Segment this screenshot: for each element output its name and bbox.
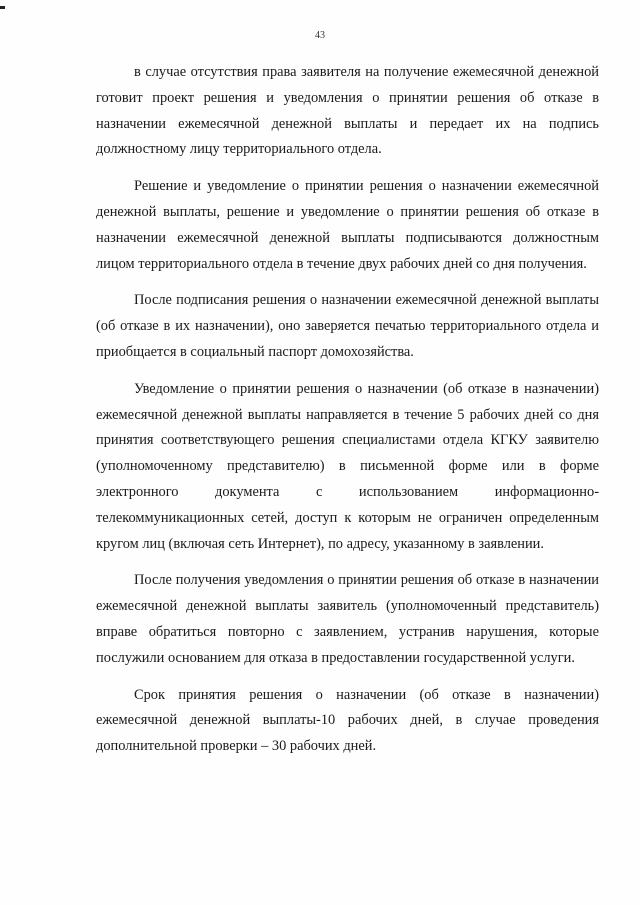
paragraph-seal-certification: После подписания решения о назначении ежемесячной денежной выплаты (об отказе в их назначении), оно заверяется печатью территориального отдела и приобщается в социальный паспорт домохозяйства.	[96, 292, 599, 360]
paragraph-refusal-draft: в случае отсутствия права заявителя на получение ежемесячной денежной готовит проект решения и уведомления о принятии решения об отказе в назначении ежемесячной денежной выплаты и передает их на подпись должностному лицу территориального отдела.	[96, 64, 599, 158]
paragraph-notification-delivery: Уведомление о принятии решения о назначении (об отказе в назначении) ежемесячной денежной выплаты направляется в течение 5 рабочих дней со дня принятия соответствующего решения специалистами отдела КГКУ заявителю (уполномоченному представителю) в письменной форме или в форме электронного документа с использованием информационно-телекоммуникационных сетей, доступ к которым не ограничен определенным кругом лиц (включая сеть Интернет), по адресу, указанному в заявлении.	[96, 380, 599, 552]
paragraph-reapplication: После получения уведомления о принятии решения об отказе в назначении ежемесячной денежной выплаты заявитель (уполномоченный представитель) вправе обратиться повторно с заявлением, устранив нарушения, которые послужили основанием для отказа в предоставлении государственной услуги.	[96, 572, 599, 666]
scan-edge-mark	[0, 6, 5, 9]
paragraph-signing-decision: Решение и уведомление о принятии решения о назначении ежемесячной денежной выплаты, решение и уведомление о принятии решения об отказе в назначении ежемесячной денежной выплаты подписываются должностным лицом территориального отдела в течение двух рабочих дней со дня получения.	[96, 178, 599, 272]
document-body	[96, 60, 599, 771]
paragraph-decision-deadline: Срок принятия решения о назначении (об отказе в назначении) ежемесячной денежной выплаты-10 рабочих дней, в случае проведения дополнительной проверки – 30 рабочих дней.	[96, 686, 599, 755]
page-number: 43	[315, 30, 325, 41]
